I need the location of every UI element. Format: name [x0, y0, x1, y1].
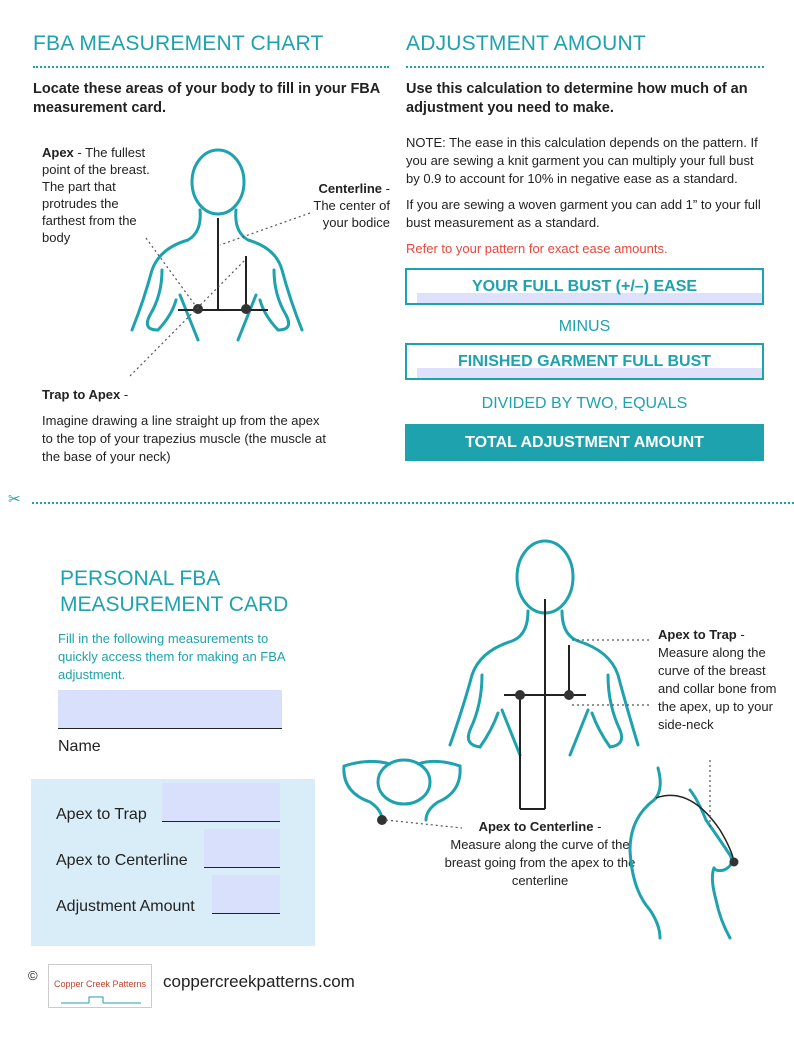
centerline-description: Centerline - The center of your bodice: [313, 181, 390, 230]
website-link[interactable]: coppercreekpatterns.com: [163, 972, 355, 991]
apex-trap-annotation: Apex to Trap - Measure along the curve of the breast and collar bone from the apex, up to your side-neck: [658, 627, 777, 732]
field-underline: [162, 821, 280, 822]
apex-to-trap-input[interactable]: [162, 783, 280, 821]
divided-label: DIVIDED BY TWO, EQUALS: [481, 395, 688, 412]
adjustment-amount-input[interactable]: [212, 875, 280, 913]
cut-line: [32, 502, 794, 504]
chart-intro: Locate these areas of your body to fill in your FBA measurement card.: [33, 81, 380, 116]
sewing-machine-icon: [59, 993, 143, 1005]
card-title-line2: MEASUREMENT CARD: [60, 593, 289, 616]
card-title-line1: PERSONAL FBA: [60, 567, 221, 590]
minus-label: MINUS: [558, 318, 611, 335]
adjustment-title: ADJUSTMENT AMOUNT: [406, 32, 646, 55]
body-diagram-side: [620, 760, 760, 940]
ease-note: NOTE: The ease in this calculation depends on the pattern. If you are sewing a knit garment you can multiply your full bust by 0.9 to account for 10% in negative ease as a standard.: [406, 135, 758, 186]
adjustment-amount-label: Adjustment Amount: [56, 898, 195, 915]
trap-term: Trap to Apex: [42, 387, 121, 402]
name-label: Name: [58, 738, 101, 755]
apex-to-trap-label: Apex to Trap: [56, 806, 147, 823]
card-instructions: Fill in the following measurements to quickly access them for making an FBA adjustment.: [58, 631, 285, 682]
woven-note: If you are sewing a woven garment you can add 1” to your full bust measurement as a standard.: [406, 197, 761, 230]
full-bust-label: YOUR FULL BUST (+/–) EASE: [471, 277, 698, 295]
finished-bust-label: FINISHED GARMENT FULL BUST: [457, 352, 712, 370]
centerline-term: Centerline: [318, 181, 383, 196]
ease-warning: Refer to your pattern for exact ease amounts.: [406, 241, 668, 256]
field-underline: [212, 913, 280, 914]
total-adjustment-box[interactable]: TOTAL ADJUSTMENT AMOUNT: [405, 424, 764, 461]
centerline-desc: The center of your bodice: [313, 198, 390, 230]
body-diagram-top: [110, 140, 320, 380]
name-underline: [58, 728, 282, 729]
apex-center-annotation: Apex to Centerline - Measure along the curve of the breast going from the apex to the centerline: [444, 819, 636, 888]
full-bust-box[interactable]: [405, 268, 764, 305]
apex-center-desc: Measure along the curve of the breast going from the apex to the centerline: [444, 837, 636, 888]
apex-trap-desc: Measure along the curve of the breast and collar bone from the apex, up to your side-neck: [658, 645, 777, 732]
chart-title: FBA MEASUREMENT CHART: [33, 32, 324, 55]
body-diagram-front: [440, 535, 650, 815]
finished-bust-box[interactable]: [405, 343, 764, 380]
divider: [33, 66, 389, 68]
logo-text: Copper Creek Patterns: [53, 979, 147, 989]
apex-term: Apex: [42, 145, 74, 160]
apex-center-term: Apex to Centerline: [478, 819, 594, 834]
card-title: [60, 566, 288, 618]
trap-description: Imagine drawing a line straight up from the apex to the top of your trapezius muscle (the muscle at the base of your neck): [42, 413, 326, 464]
apex-desc: - The fullest point of the breast. The part that protrudes the farthest from the body: [42, 145, 150, 245]
copyright-symbol: ©: [28, 968, 38, 983]
apex-trap-term: Apex to Trap: [658, 627, 737, 642]
adjustment-intro: Use this calculation to determine how much of an adjustment you need to make.: [406, 81, 748, 116]
apex-to-centerline-label: Apex to Centerline: [56, 852, 188, 869]
brand-logo: [48, 964, 152, 1008]
apex-to-centerline-input[interactable]: [204, 829, 280, 867]
trap-term-line: Trap to Apex -: [42, 387, 129, 402]
scissors-icon: ✂: [8, 491, 21, 508]
divider: [406, 66, 764, 68]
field-underline: [204, 867, 280, 868]
name-input[interactable]: [58, 690, 282, 728]
